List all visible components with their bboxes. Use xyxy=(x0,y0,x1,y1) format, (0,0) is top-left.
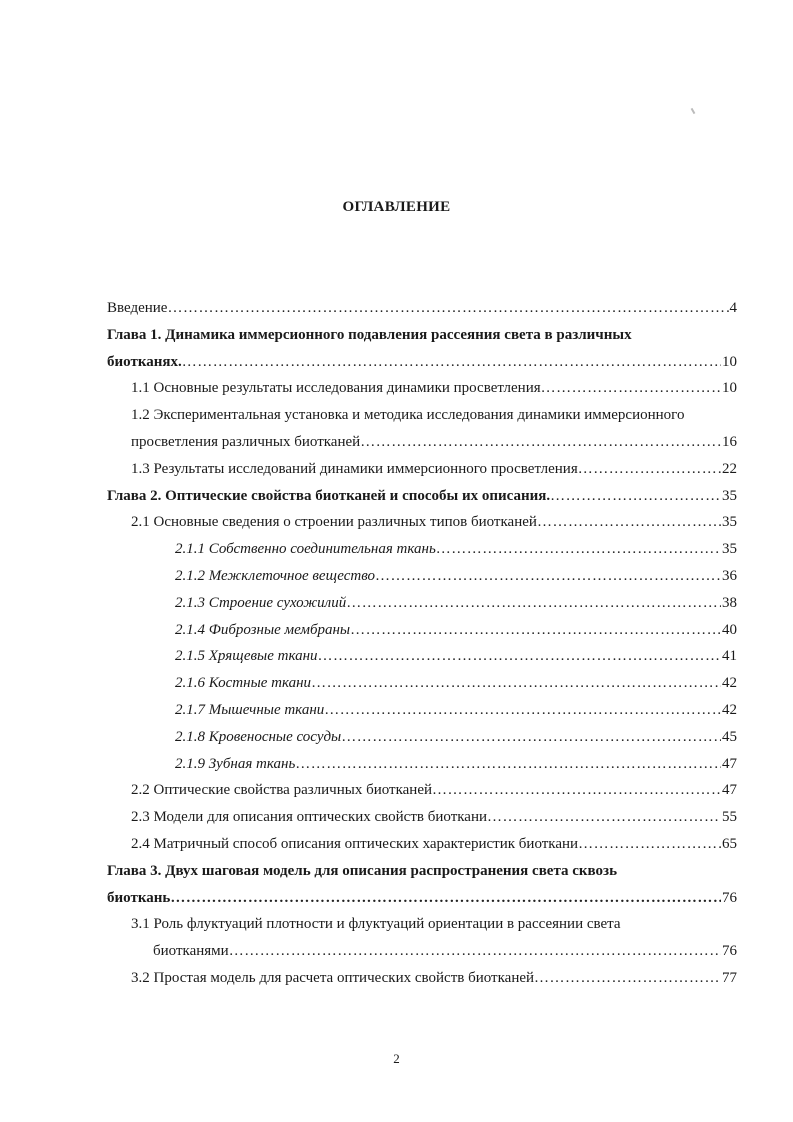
toc-entry-label: 2.3 Модели для описания оптических свойств биоткани xyxy=(131,804,487,831)
toc-leader-dots xyxy=(436,536,721,563)
toc-entry-label: 2.1.9 Зубная ткань xyxy=(175,751,295,778)
scan-artifact xyxy=(691,108,696,114)
toc-entry-2-1-9[interactable] xyxy=(107,751,737,778)
toc-entry-2-1-8[interactable] xyxy=(107,724,737,751)
toc-leader-dots xyxy=(295,751,721,778)
toc-entry-2-1[interactable] xyxy=(107,509,737,536)
toc-entry-introduction[interactable] xyxy=(107,295,737,322)
toc-entry-label: биотканями xyxy=(153,938,229,965)
toc-entry-2-1-6[interactable] xyxy=(107,670,737,697)
toc-entry-label: 2.1.7 Мышечные ткани xyxy=(175,697,324,724)
toc-page-number: 36 xyxy=(722,567,737,584)
toc-entry-label: Глава 3. Двух шаговая модель для описания распространения света сквозь xyxy=(107,858,737,885)
toc-entry-label: 2.1.1 Собственно соединительная ткань xyxy=(175,536,436,563)
toc-entry-1-3[interactable] xyxy=(107,456,737,483)
page-title: ОГЛАВЛЕНИЕ xyxy=(342,199,451,215)
toc-entry-label: 2.1.3 Строение сухожилий xyxy=(175,590,346,617)
toc-page-number: 40 xyxy=(722,621,737,638)
toc-page-number: 10 xyxy=(722,380,737,397)
page-number: 2 xyxy=(393,1051,400,1066)
toc-page-number: 41 xyxy=(722,648,737,665)
toc-entry-label: 2.1.5 Хрящевые ткани xyxy=(175,643,318,670)
toc-entry-label: 2.1.4 Фиброзные мембраны xyxy=(175,617,350,644)
toc-leader-dots xyxy=(170,885,721,912)
toc-leader-dots xyxy=(346,590,721,617)
toc-entry-2-1-7[interactable] xyxy=(107,697,737,724)
toc-entry-3-1[interactable] xyxy=(107,911,737,938)
toc-entry-2-1-2[interactable] xyxy=(107,563,737,590)
toc-entry-label: 1.3 Результаты исследований динамики иммерсионного просветления xyxy=(131,456,578,483)
toc-entry-label: биотканях. xyxy=(107,349,182,376)
toc-leader-dots xyxy=(360,429,721,456)
toc-entry-2-2[interactable] xyxy=(107,777,737,804)
toc-leader-dots xyxy=(375,563,721,590)
toc-leader-dots xyxy=(550,483,721,510)
toc-page-number: 65 xyxy=(722,835,737,852)
toc-leader-dots xyxy=(537,509,721,536)
toc-page-number: 22 xyxy=(722,460,737,477)
toc-entry-label: 3.2 Простая модель для расчета оптических свойств биотканей xyxy=(131,965,534,992)
toc-entry-label: Глава 1. Динамика иммерсионного подавления рассеяния света в различных xyxy=(107,322,737,349)
toc-entry-2-1-1[interactable] xyxy=(107,536,737,563)
toc-page-number: 10 xyxy=(722,353,737,370)
toc-entry-chapter-2[interactable] xyxy=(107,483,737,510)
toc-entry-chapter-3-cont[interactable] xyxy=(107,885,737,912)
toc-entry-label: 1.2 Экспериментальная установка и методика исследования динамики иммерсионного xyxy=(131,402,737,429)
toc-entry-label: 2.2 Оптические свойства различных биотканей xyxy=(131,777,432,804)
toc-entry-3-1-cont[interactable] xyxy=(107,938,737,965)
toc-leader-dots xyxy=(311,670,721,697)
toc-page-number: 4 xyxy=(729,300,737,316)
toc-entry-1-2[interactable] xyxy=(107,402,737,429)
toc-page-number: 47 xyxy=(722,782,737,799)
toc-page-number: 35 xyxy=(722,514,737,531)
toc-entry-label: 2.1.2 Межклеточное вещество xyxy=(175,563,375,590)
toc-entry-label: 2.1.6 Костные ткани xyxy=(175,670,311,697)
toc-entry-label: Глава 2. Оптические свойства биотканей и способы их описания. xyxy=(107,483,550,510)
toc-entry-label: Введение xyxy=(107,295,167,322)
toc-leader-dots xyxy=(350,617,721,644)
toc-leader-dots xyxy=(182,349,721,376)
toc-entry-1-1[interactable] xyxy=(107,375,737,402)
toc-entry-chapter-3[interactable] xyxy=(107,858,737,885)
toc-page-number: 76 xyxy=(722,943,737,960)
toc-entry-3-2[interactable] xyxy=(107,965,737,992)
toc-entry-label: биоткань xyxy=(107,885,170,912)
toc-leader-dots xyxy=(324,697,721,724)
toc-page-number: 16 xyxy=(722,433,737,450)
toc-entry-2-3[interactable] xyxy=(107,804,737,831)
toc-entry-label: 3.1 Роль флуктуаций плотности и флуктуаций ориентации в рассеянии света xyxy=(131,911,737,938)
toc-entry-label: 1.1 Основные результаты исследования динамики просветления xyxy=(131,375,541,402)
toc-entry-label: просветления различных биотканей xyxy=(131,429,360,456)
toc-leader-dots xyxy=(578,831,721,858)
toc-page-number: 35 xyxy=(722,541,737,558)
toc-entry-2-1-4[interactable] xyxy=(107,617,737,644)
toc-entry-label: 2.1.8 Кровеносные сосуды xyxy=(175,724,341,751)
toc-page-number: 55 xyxy=(722,809,737,826)
table-of-contents xyxy=(107,295,737,992)
toc-entry-1-2-cont[interactable] xyxy=(107,429,737,456)
toc-leader-dots xyxy=(318,643,721,670)
toc-leader-dots xyxy=(229,938,721,965)
toc-entry-label: 2.4 Матричный способ описания оптических характеристик биоткани xyxy=(131,831,578,858)
toc-page-number: 45 xyxy=(722,728,737,745)
toc-page-number: 77 xyxy=(722,969,737,986)
toc-page-number: 35 xyxy=(722,487,737,504)
toc-entry-2-1-3[interactable] xyxy=(107,590,737,617)
toc-leader-dots xyxy=(167,295,728,322)
toc-page-number: 42 xyxy=(722,675,737,692)
toc-page-number: 38 xyxy=(722,594,737,611)
toc-leader-dots xyxy=(487,804,721,831)
toc-leader-dots xyxy=(534,965,721,992)
toc-entry-chapter-1-cont[interactable] xyxy=(107,349,737,376)
toc-page-number: 42 xyxy=(722,701,737,718)
toc-leader-dots xyxy=(541,375,721,402)
toc-entry-label: 2.1 Основные сведения о строении различных типов биотканей xyxy=(131,509,537,536)
toc-leader-dots xyxy=(341,724,721,751)
toc-entry-2-4[interactable] xyxy=(107,831,737,858)
toc-leader-dots xyxy=(432,777,721,804)
toc-page-number: 76 xyxy=(722,889,737,906)
toc-leader-dots xyxy=(578,456,721,483)
toc-entry-2-1-5[interactable] xyxy=(107,643,737,670)
toc-entry-chapter-1[interactable] xyxy=(107,322,737,349)
toc-page-number: 47 xyxy=(722,755,737,772)
